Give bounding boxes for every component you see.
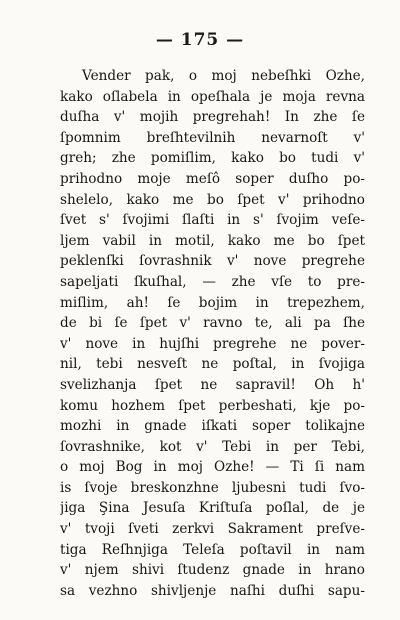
- text-line: ſvet s' ſvojimi ſlaſti in s' ſvojim veſe-: [60, 212, 365, 229]
- text-line: de bi ſe ſpet v' ravno te, ali pa ſhe: [60, 315, 365, 332]
- text-line: kako oſlabela in opeſhala je moja revna: [60, 88, 365, 105]
- page-number: — 175 —: [155, 30, 245, 50]
- text-line: duſha v' mojih pregrehah! In zhe ſe: [60, 109, 365, 126]
- text-line: sa vezhno shivljenje naſhi duſhi sapu-: [60, 582, 365, 599]
- text-line: tiga Reſhnjiga Teleſa poſtavil in nam: [60, 541, 365, 558]
- text-line: sapeljati ſkuſhal, — zhe vſe to pre-: [60, 273, 365, 290]
- text-line: v' tvoji ſveti zerkvi Sakrament preſve-: [60, 521, 365, 538]
- text-line: greh; zhe pomiſlim, kako bo tudi v': [60, 150, 365, 167]
- text-line: ſovrashnike, kot v' Tebi in per Tebi,: [60, 438, 365, 455]
- text-line: ljem vabil in motil, kako me bo ſpet: [60, 232, 365, 249]
- text-line: mozhi in gnade iſkati soper tolikajne: [60, 418, 365, 435]
- text-line: shelelo, kako me bo ſpet v' prihodno: [60, 191, 365, 208]
- text-line: nil, tebi nesveſt ne poſtal, in ſvojiga: [60, 356, 365, 373]
- text-line: Vender pak, o moj nebeſhki Ozhe,: [82, 68, 365, 84]
- text-line: prihodno moje meſô soper duſho po-: [60, 170, 365, 187]
- text-line: is ſvoje breskonzhne ljubesni tudi ſvo-: [60, 479, 365, 496]
- text-line: svelizhanja ſpet ne sapravil! Oh h': [60, 376, 365, 393]
- text-line: komu hozhem ſpet perbeshati, kje po-: [60, 397, 365, 414]
- text-line: peklenſki ſovrashnik v' nove pregrehe: [60, 253, 365, 270]
- text-line: v' nove in hujſhi pregrehe ne pover-: [60, 335, 365, 352]
- text-line: miſlim, ah! ſe bojim in trepezhem,: [60, 294, 365, 311]
- text-line: v' njem shivi ſtudenz gnade in hrano: [60, 562, 365, 579]
- text-line: jiga Şina Jesuſa Kriſtuſa poſlal, de je: [60, 500, 365, 517]
- body-text: [60, 66, 365, 601]
- text-line: ſpomnim breſhtevilnih nevarnoſt v': [60, 129, 365, 146]
- text-line: o moj Bog in moj Ozhe! — Ti ſi nam: [60, 459, 365, 476]
